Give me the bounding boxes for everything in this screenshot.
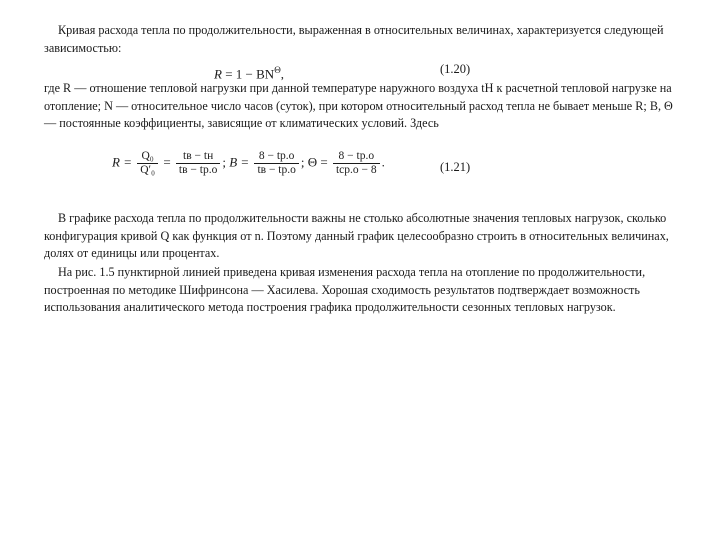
fraction-t-denominator: tв − tр.о: [178, 164, 218, 176]
formula-2-separator-1: ;: [222, 154, 226, 170]
equation-number-1-21: (1.21): [440, 160, 471, 174]
paragraph-definitions: где R — отношение тепловой нагрузки при данной температуре наружного воздуха tН к расчетной тепловой нагрузке на отопление; N — относительное число часов (суток), при котором относительный расход тепла не бывает меньше R; B, Θ — постоянные коэффициенты, зависящие от климатических условий. Здесь: [44, 81, 673, 131]
fraction-q-denominator: Q′₀: [140, 164, 156, 176]
fraction-theta-numerator: 8 − tр.о: [333, 150, 380, 164]
formula-2-equals: =: [163, 154, 171, 170]
formula-1-tail: ,: [280, 66, 285, 82]
formula-1-21: [112, 150, 385, 177]
fraction-q-numerator: Q₀: [137, 150, 158, 164]
formula-1-rhs: = 1 − BN: [225, 66, 275, 82]
formula-2-tail: .: [381, 154, 385, 170]
fraction-theta-denominator: tср.о − 8: [335, 164, 377, 176]
fraction-b-denominator: tв − tр.о: [257, 164, 296, 176]
formula-1-lhs: R: [214, 66, 222, 82]
paragraph-intro: Кривая расхода тепла по продолжительности, выраженная в относительных величинах, характеризуется следующей зависимостью:: [44, 23, 664, 55]
equation-number-1-20: (1.20): [440, 62, 471, 76]
formula-2-theta-lhs: Θ =: [307, 154, 328, 170]
fraction-q-ratio: [137, 150, 158, 177]
formula-2-b-lhs: B =: [229, 154, 250, 170]
fraction-t-numerator: tв − tн: [176, 150, 220, 164]
formula-1-exponent: Θ: [274, 65, 281, 75]
paragraph-figure-reference: На рис. 1.5 пунктирной линией приведена кривая изменения расхода тепла на отопление по продолжительности, построенная по методике Шифринсона — Хасилева. Хорошая сходимость результатов подтверждает возможность использования аналитического метода построения графика продолжительности сезонных тепловых нагрузок.: [44, 265, 646, 315]
fraction-theta: [333, 150, 380, 177]
formula-2-r-lhs: R =: [112, 154, 132, 170]
fraction-b: [254, 150, 298, 177]
paragraph-curve-configuration: В графике расхода тепла по продолжительности важны не столько абсолютные значения тепловых нагрузок, сколько конфигурация кривой Q как функция от n. Поэтому данный график целесообразно строить в относительных величинах, долях от единицы или процентах.: [44, 211, 669, 261]
fraction-b-numerator: 8 − tр.о: [254, 150, 298, 164]
formula-2-separator-2: ;: [300, 154, 305, 170]
fraction-t-ratio: [176, 150, 220, 177]
